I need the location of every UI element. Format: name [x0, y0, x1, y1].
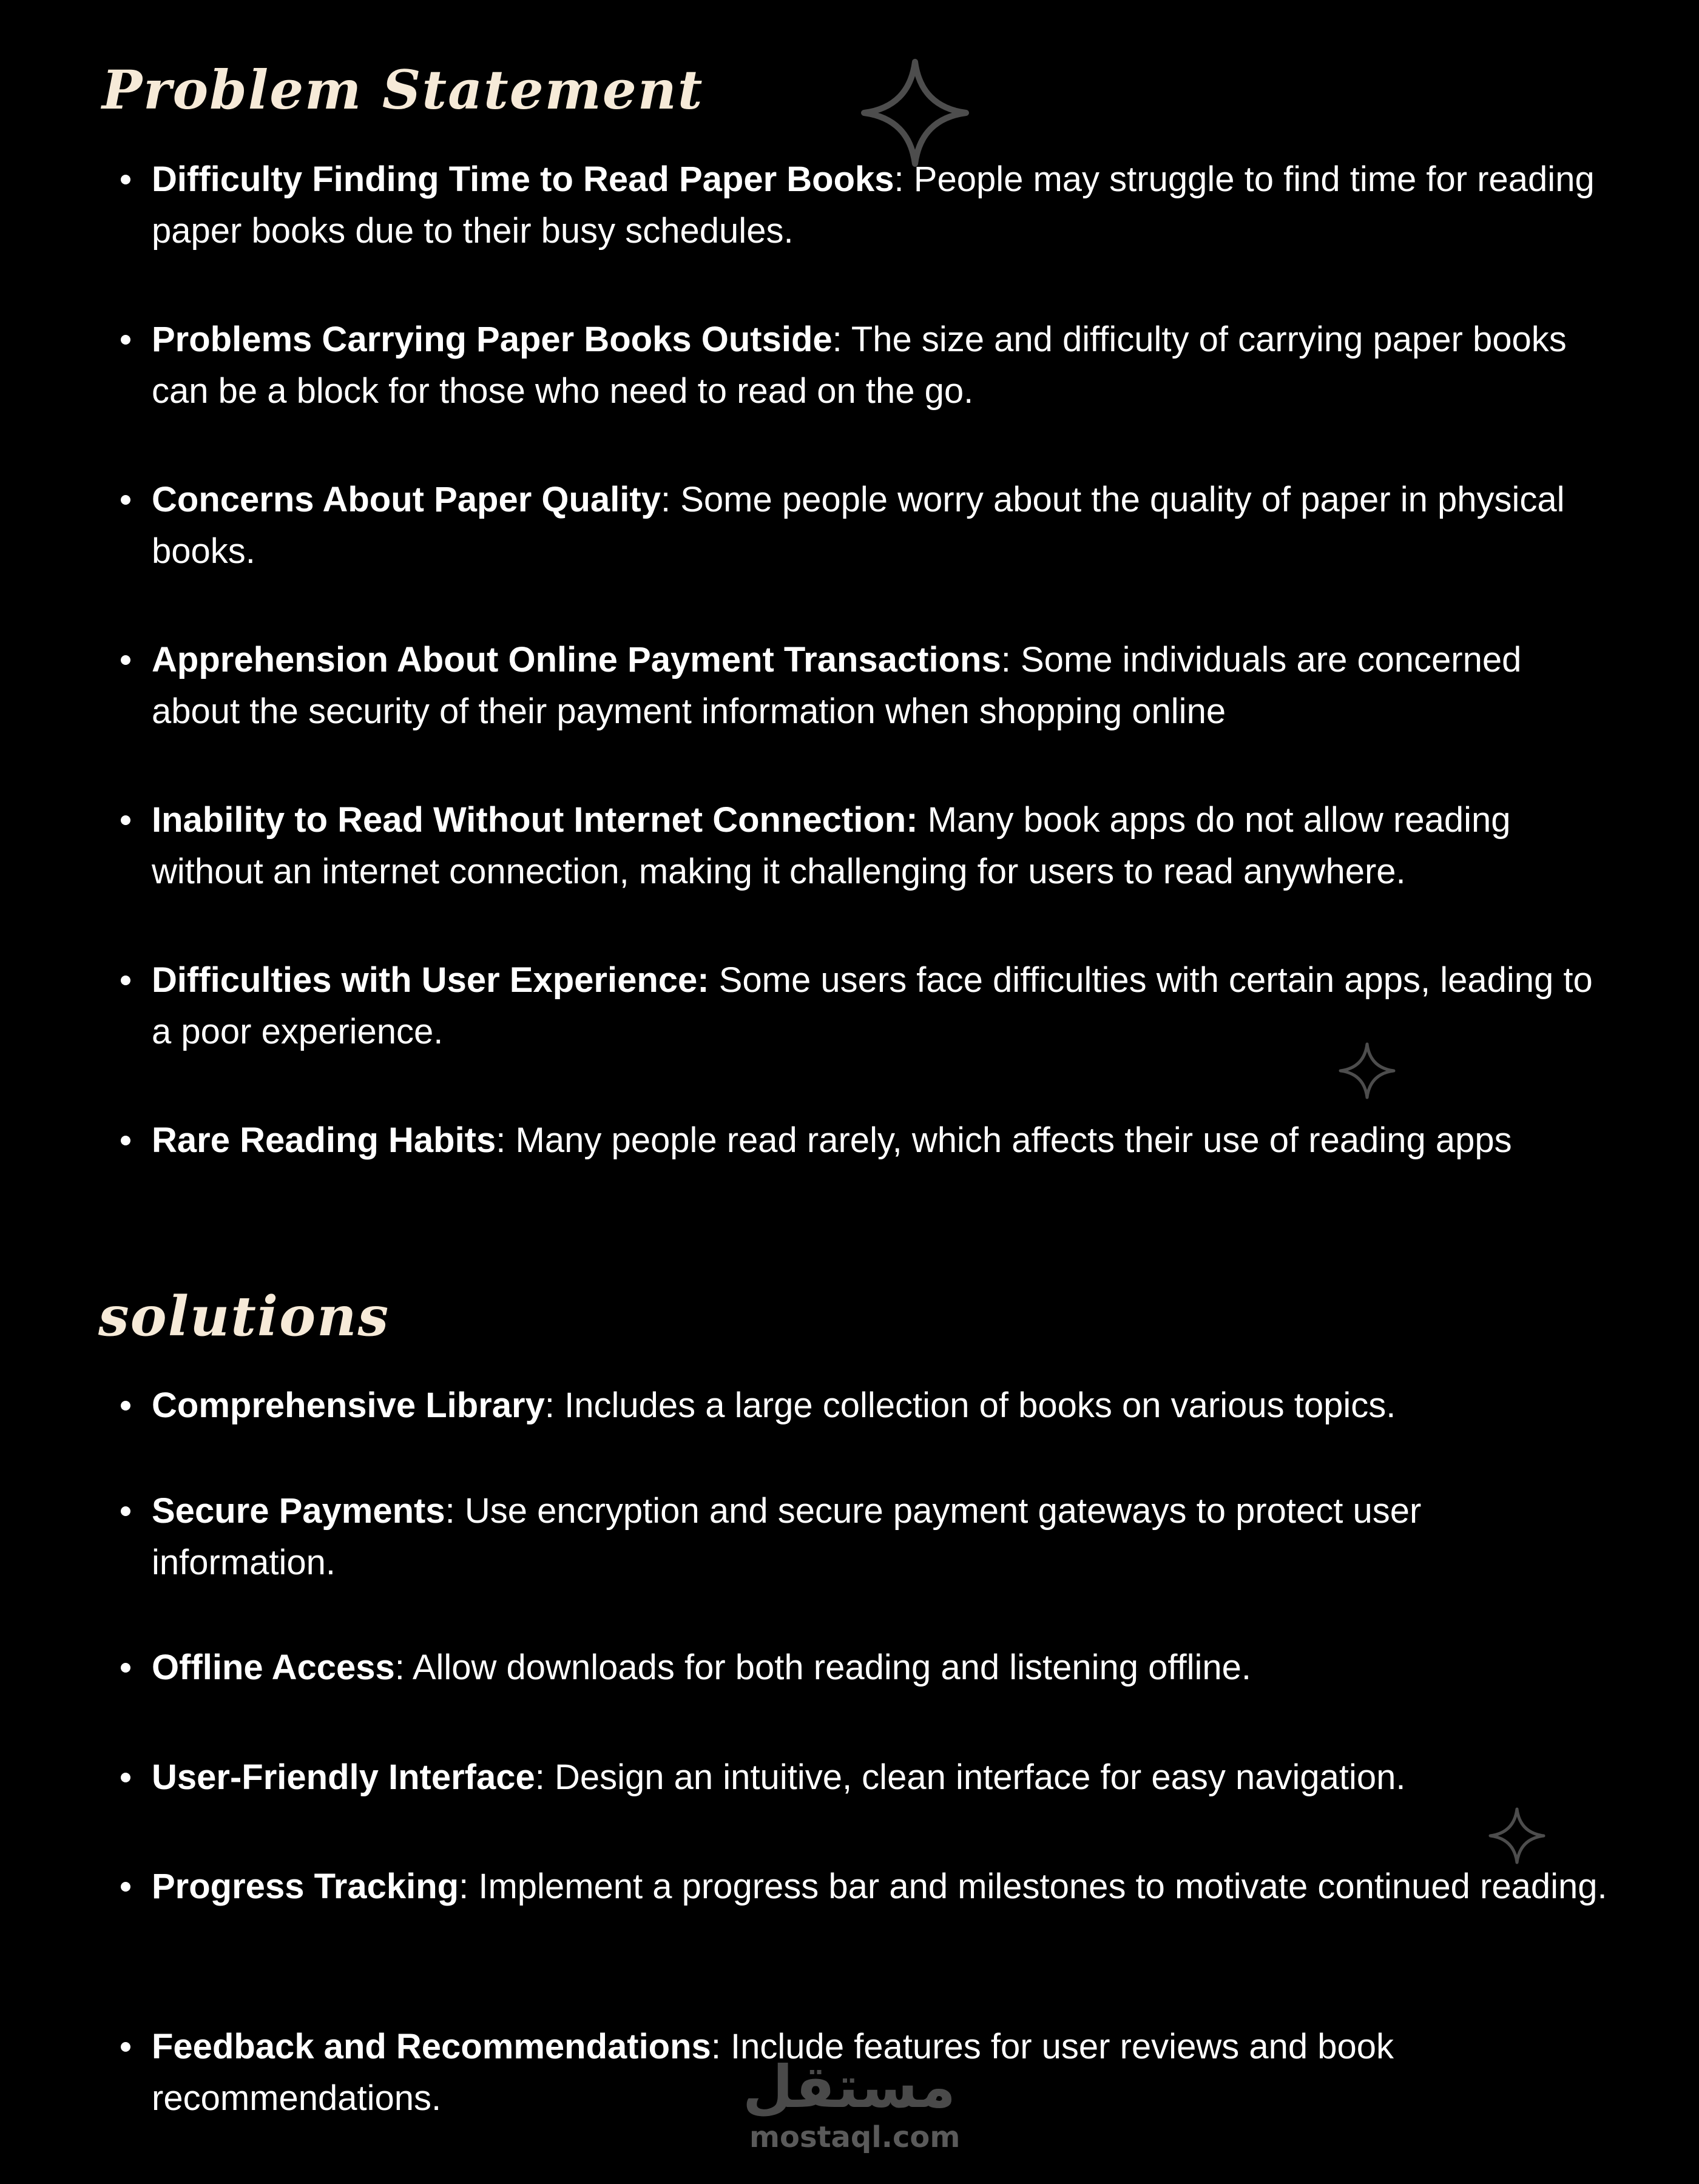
list-item — [152, 314, 1608, 417]
list-item — [152, 1380, 1608, 1431]
item-separator — [918, 800, 928, 840]
list-item — [152, 1861, 1608, 1912]
item-separator — [709, 960, 719, 1000]
item-term: User-Friendly Interface — [152, 1758, 535, 1797]
item-text: Many people read rarely, which affects their use of reading apps — [515, 1121, 1512, 1160]
item-text: People may struggle to find time for reading paper books due to their busy schedules. — [152, 160, 1595, 251]
item-separator: : — [496, 1121, 516, 1160]
item-term: Inability to Read Without Internet Connection: — [152, 800, 918, 840]
sparkle-icon — [860, 58, 970, 167]
item-separator: : — [894, 160, 914, 199]
list-item — [152, 474, 1608, 577]
list-item — [152, 634, 1608, 737]
item-term: Feedback and Recommendations — [152, 2027, 711, 2066]
item-term: Difficulties with User Experience: — [152, 960, 709, 1000]
item-term: Offline Access — [152, 1648, 395, 1687]
item-term: Progress Tracking — [152, 1867, 459, 1906]
list-item — [152, 1114, 1608, 1166]
list-item — [152, 153, 1608, 257]
item-separator: : — [832, 320, 851, 359]
item-text: Includes a large collection of books on various topics. — [564, 1386, 1396, 1425]
watermark-url: mostaql.com — [749, 2120, 961, 2154]
item-text: The size and difficulty of carrying paper books can be a block for those who need to read on the go. — [152, 320, 1567, 411]
item-separator: : — [445, 1491, 465, 1531]
item-text: Implement a progress bar and milestones to motivate continued reading. — [478, 1867, 1607, 1906]
problem-statement-heading: Problem Statement — [102, 58, 704, 121]
item-separator: : — [394, 1648, 413, 1687]
item-text: Include features for user reviews and book recommendations. — [152, 2027, 1394, 2118]
item-text: Many book apps do not allow reading without an internet connection, making it challenging for users to read anywhere. — [152, 800, 1511, 891]
item-term: Concerns About Paper Quality — [152, 480, 661, 519]
item-separator: : — [544, 1386, 565, 1425]
item-term: Difficulty Finding Time to Read Paper Books — [152, 160, 894, 199]
item-term: Problems Carrying Paper Books Outside — [152, 320, 833, 359]
list-item — [152, 794, 1608, 897]
item-separator: : — [661, 480, 681, 519]
item-text: Some individuals are concerned about the security of their payment information when shopping online — [152, 640, 1522, 731]
watermark — [742, 2053, 961, 2154]
solutions-heading: solutions — [98, 1284, 390, 1349]
item-text: Use encryption and secure payment gateways to protect user information. — [152, 1491, 1422, 1582]
item-separator: : — [1001, 640, 1021, 679]
item-term: Rare Reading Habits — [152, 1121, 496, 1160]
sparkle-icon — [1337, 1040, 1397, 1101]
watermark-logo: مستقل — [742, 2053, 956, 2121]
item-text: Design an intuitive, clean interface for easy navigation. — [555, 1758, 1406, 1797]
item-separator: : — [459, 1867, 479, 1906]
item-text: Some people worry about the quality of paper in physical books. — [152, 480, 1565, 571]
item-term: Apprehension About Online Payment Transactions — [152, 640, 1001, 679]
list-item — [152, 1751, 1608, 1803]
item-separator: : — [711, 2027, 731, 2066]
list-item — [152, 1642, 1608, 1693]
item-text: Some users face difficulties with certain apps, leading to a poor experience. — [152, 960, 1593, 1051]
item-term: Comprehensive Library — [152, 1386, 545, 1425]
item-text: Allow downloads for both reading and listening offline. — [412, 1648, 1252, 1687]
list-item — [152, 1485, 1608, 1588]
sparkle-icon — [1487, 1805, 1547, 1866]
item-term: Secure Payments — [152, 1491, 445, 1531]
item-separator: : — [535, 1758, 555, 1797]
